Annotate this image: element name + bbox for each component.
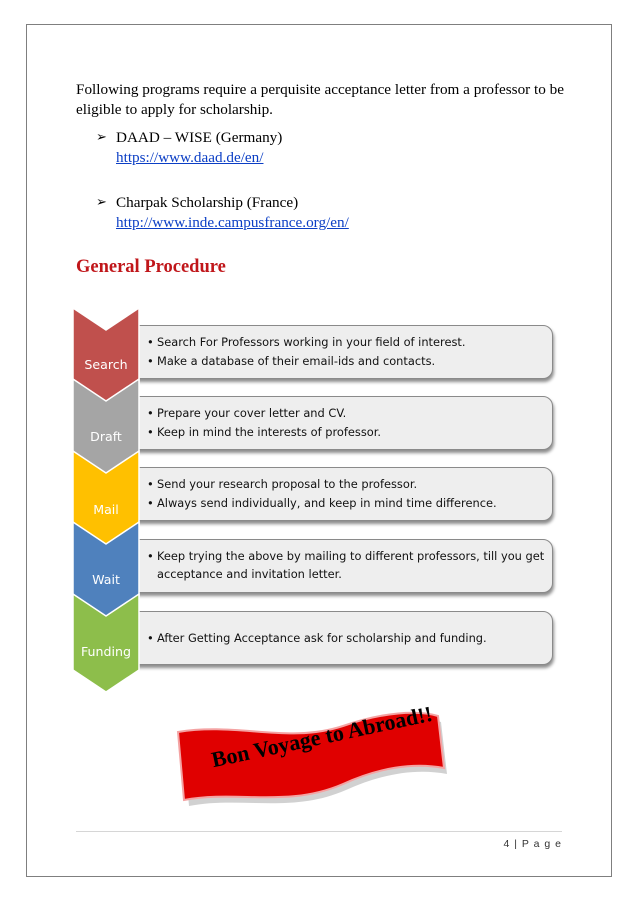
section-title: General Procedure bbox=[76, 257, 226, 277]
step-box-mail bbox=[116, 467, 553, 521]
arrow-bullet-icon: ➢ bbox=[96, 195, 107, 210]
step-label-draft: Draft bbox=[90, 429, 122, 444]
step-label-wait: Wait bbox=[92, 572, 120, 587]
footer-divider bbox=[76, 831, 562, 832]
footer-separator: | bbox=[514, 838, 518, 850]
arrow-bullet-icon: ➢ bbox=[96, 130, 107, 145]
step-bullet: • Keep trying the above by mailing to different professors, till you get acceptance and invitation letter. bbox=[147, 547, 546, 583]
step-box-funding bbox=[116, 611, 553, 665]
step-bullet: • Search For Professors working in your field of interest. bbox=[147, 333, 546, 352]
banner-text: Bon Voyage to Abroad!! bbox=[209, 700, 435, 773]
step-bullet: • Keep in mind the interests of professor. bbox=[147, 423, 546, 442]
step-label-search: Search bbox=[84, 357, 128, 372]
page-footer bbox=[480, 838, 562, 850]
step-bullet: • Always send individually, and keep in mind time difference. bbox=[147, 494, 546, 513]
step-label-funding: Funding bbox=[81, 644, 131, 659]
step-label-mail: Mail bbox=[93, 502, 119, 517]
program-link[interactable]: http://www.inde.campusfrance.org/en/ bbox=[116, 214, 349, 231]
step-box-wait bbox=[116, 539, 553, 593]
page-number: 4 bbox=[503, 838, 511, 850]
page-label: P a g e bbox=[521, 838, 562, 850]
program-name: DAAD – WISE (Germany) bbox=[116, 129, 283, 146]
program-name: Charpak Scholarship (France) bbox=[116, 194, 299, 211]
intro-paragraph: Following programs require a perquisite acceptance letter from a professor to be eligible to apply for scholarship. bbox=[76, 81, 564, 118]
step-bullet: • Make a database of their email-ids and contacts. bbox=[147, 352, 546, 371]
step-bullet: • After Getting Acceptance ask for scholarship and funding. bbox=[147, 629, 546, 648]
chevron-funding-icon bbox=[73, 594, 139, 692]
step-box-draft bbox=[116, 396, 553, 450]
program-link[interactable]: https://www.daad.de/en/ bbox=[116, 149, 264, 166]
step-bullet: • Prepare your cover letter and CV. bbox=[147, 404, 546, 423]
step-bullet: • Send your research proposal to the professor. bbox=[147, 475, 546, 494]
step-box-search bbox=[116, 325, 553, 379]
